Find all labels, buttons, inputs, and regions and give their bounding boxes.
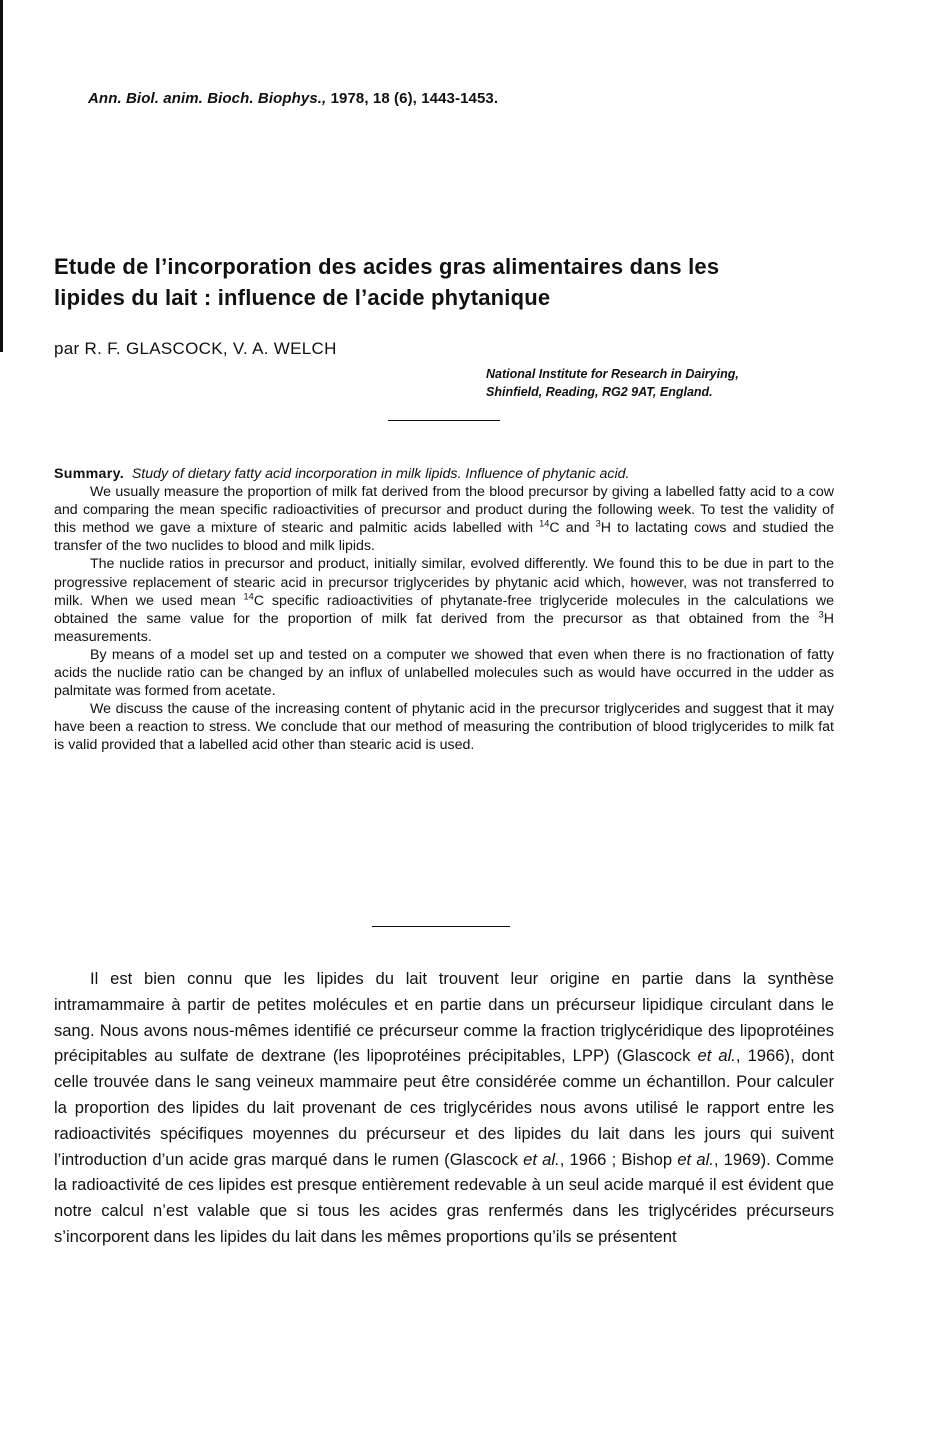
- body-text-span: , 1966), dont celle trouvée dans le sang veineux mammaire peut être considérée comme un échantillon. Pour calculer la proportion des lipides du lait provenant de ces triglycérides nous avons utilisé le rapport entre les radioactivités spécifiques moyennes du précurseur et des lipides du lait dans les jours qui suivent l’introduction d’un acide gras marqué dans le rumen (Glascock: [54, 1046, 834, 1169]
- summary-paragraph-4: We discuss the cause of the increasing content of phytanic acid in the precursor triglycerides and suggest that it may have been a reaction to stress. We conclude that our method of measuring the contribution of blood triglycerides to milk fat is valid provided that a labelled acid other than stearic acid is used.: [54, 701, 834, 754]
- summary-heading: [54, 465, 834, 483]
- body-text: [54, 966, 834, 1250]
- affiliation: [486, 365, 846, 401]
- page-edge-tick: [0, 342, 3, 352]
- summary-paragraph-2: [54, 555, 834, 645]
- body-text-span: , 1969). Comme la radioactivité de ces lipides est presque entièrement redevable à un seul acide marqué il est évident que notre calcul n’est valable que si tous les acides gras renfermés dans les triglycérides précurseurs s’incorporent dans les lipides du lait dans les mêmes proportions qu’ils se présentent: [54, 1149, 834, 1246]
- summary-english-title: Study of dietary fatty acid incorporation in milk lipids. Influence of phytanic acid.: [131, 466, 630, 482]
- divider-rule: [388, 420, 500, 421]
- summary-paragraph-1: [54, 483, 834, 555]
- summary-label: Summary.: [54, 466, 124, 482]
- affiliation-line-2: Shinfield, Reading, RG2 9AT, England.: [486, 385, 713, 399]
- affiliation-line-1: National Institute for Research in Dairying,: [486, 367, 739, 381]
- isotope-superscript: 14: [243, 590, 254, 601]
- page-edge-bar: [0, 0, 3, 350]
- citation-etal: et al.: [697, 1046, 736, 1066]
- article-title-line-2: lipides du lait : influence de l’acide phytanique: [54, 285, 551, 310]
- article-title: [54, 251, 854, 313]
- journal-name: Ann. Biol. anim. Bioch. Biophys.,: [88, 90, 327, 107]
- isotope-superscript: 3: [818, 609, 824, 620]
- journal-volume-pages: 1978, 18 (6), 1443-1453.: [326, 90, 499, 107]
- citation-etal: et al.: [523, 1149, 560, 1169]
- isotope-superscript: 3: [595, 518, 601, 529]
- body-paragraph-1: [54, 966, 834, 1250]
- summary-p1-text-c: H to lactating cows and studied the transfer of the two nuclides to blood and milk lipids.: [54, 520, 834, 555]
- summary-p1-text-b: C and: [549, 520, 596, 537]
- summary-p2-text-b: C specific radioactivities of phytanate-free triglyceride molecules in the calculations we obtained the same value for the proportion of milk fat derived from the precursor as that obtained from the: [54, 592, 834, 627]
- summary-section: [54, 465, 834, 755]
- summary-p1-text-a: We usually measure the proportion of milk fat derived from the blood precursor by giving a labelled fatty acid to a cow and comparing the mean specific radioactivities of precursor and product during the following week. To test the validity of this method we gave a mixture of stearic and palmitic acids labelled with: [54, 484, 834, 537]
- summary-paragraph-3: By means of a model set up and tested on a computer we showed that even when there is no fractionation of fatty acids the nuclide ratio can be changed by an influx of unlabelled molecules such as would have occurred in the udder as palmitate was formed from acetate.: [54, 646, 834, 700]
- body-text-span: Il est bien connu que les lipides du lait trouvent leur origine en partie dans la synthèse intramammaire à partir de petites molécules et en partie dans un précurseur lipidique circulant dans le sang. Nous avons nous-mêmes identifié ce précurseur comme la fraction triglycéridique des lipoprotéines précipitables au sulfate de dextrane (les lipoprotéines précipitables, LPP) (Glascock: [54, 969, 834, 1066]
- isotope-superscript: 14: [539, 518, 550, 529]
- body-text-span: , 1966 ; Bishop: [559, 1149, 678, 1169]
- divider-rule: [372, 926, 510, 927]
- summary-p2-text-c: H measurements.: [54, 610, 834, 645]
- article-title-line-1: Etude de l’incorporation des acides gras alimentaires dans les: [54, 254, 720, 279]
- authors: par R. F. GLASCOCK, V. A. WELCH: [54, 339, 337, 358]
- journal-reference: [88, 90, 498, 107]
- summary-p2-text-a: The nuclide ratios in precursor and product, initially similar, evolved differently. We found this to be due in part to the progressive replacement of stearic acid in precursor triglycerides by phytanic acid which, however, was not transferred to milk. When we used mean: [54, 556, 834, 609]
- citation-etal: et al.: [677, 1149, 714, 1169]
